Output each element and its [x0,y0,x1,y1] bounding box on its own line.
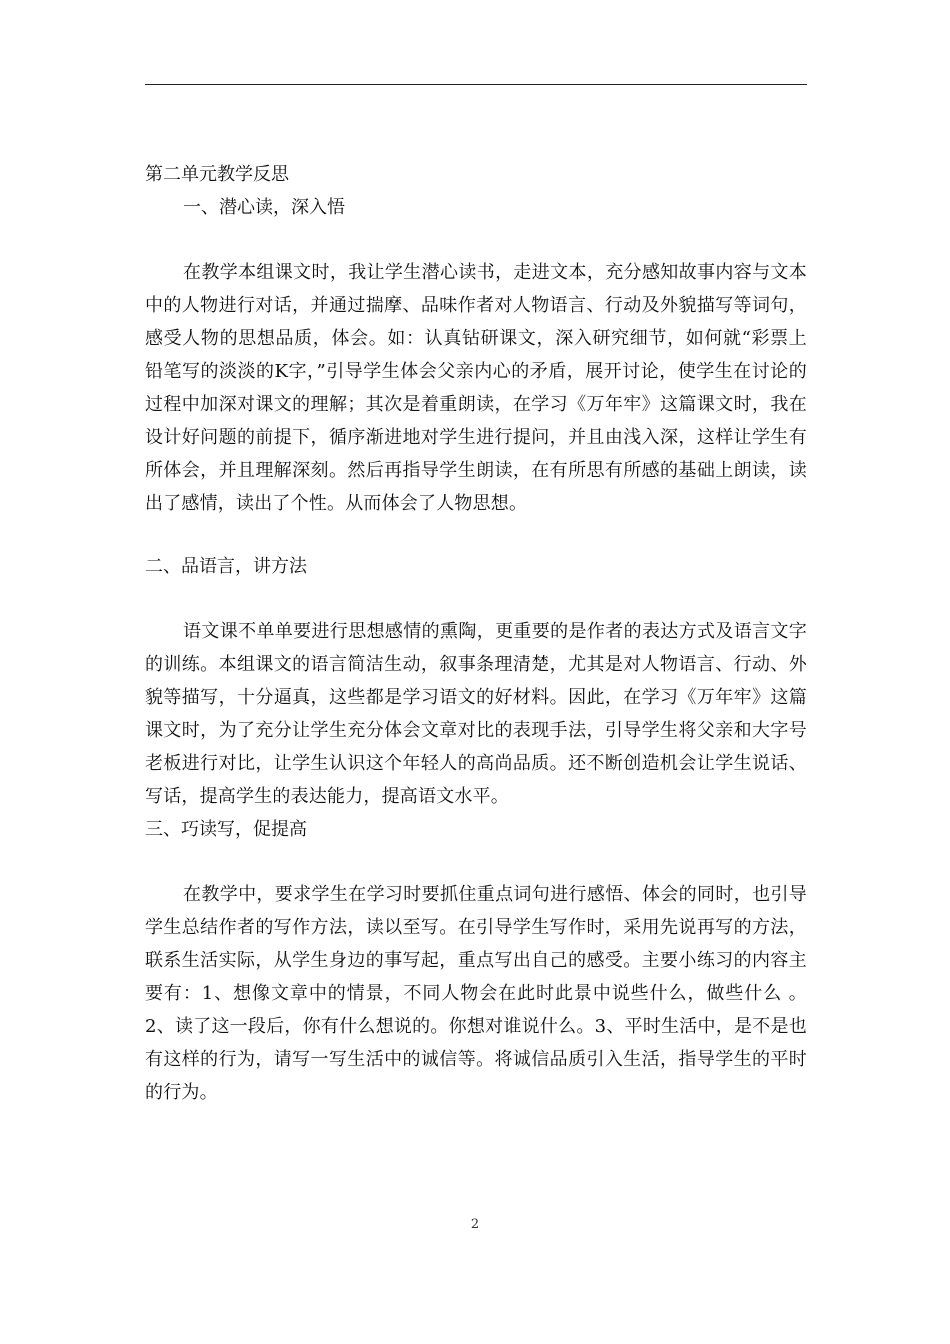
spacer [145,846,807,878]
spacer [145,224,807,256]
section-paragraph-3: 在教学中，要求学生在学习时要抓住重点词句进行感悟、体会的同时，也引导学生总结作者的写作方法，读以至写。在引导学生写作时，采用先说再写的方法，联系生活实际，从学生身边的事写起，重点写出自己的感受。主要小练习的内容主要有：1、想像文章中的情景，不同人物会在此时此景中说些什么，做些什么 。2、读了这一段后，你有什么想说的。你想对谁说什么。3、平时生活中，是不是也有这样的行为，请写一写生活中的诚信等。将诚信品质引入生活，指导学生的平时的行为。 [145,884,807,1103]
document-title: 第二单元教学反思 [145,164,289,185]
header-rule [145,84,807,85]
page-number: 2 [470,1217,480,1232]
section-paragraph-2: 语文课不单单要进行思想感情的熏陶，更重要的是作者的表达方式及语言文字的训练。本组课文的语言简洁生动，叙事条理清楚，尤其是对人物语言、行动、外貌等描写，十分逼真，这些都是学习语文的好材料。因此，在学习《万年牢》这篇课文时，为了充分让学生充分体会文章对比的表现手法，引导学生将父亲和大字号老板进行对比，让学生认识这个年轻人的高尚品质。还不断创造机会让学生说话、写话，提高学生的表达能力，提高语文水平。 [145,621,807,807]
section-heading-2: 二、品语言，讲方法 [145,556,307,577]
spacer [145,583,807,615]
spacer [145,520,807,550]
document-body [145,158,807,1109]
section-heading-3: 三、巧读写，促提高 [145,819,307,840]
section-paragraph-1: 在教学本组课文时，我让学生潜心读书，走进文本，充分感知故事内容与文本中的人物进行对话，并通过揣摩、品味作者对人物语言、行动及外貌描写等词句，感受人物的思想品质，体会。如：认真钻研课文，深入研究细节，如何就“彩票上铅笔写的淡淡的K字，”引导学生体会父亲内心的矛盾，展开讨论，使学生在讨论的过程中加深对课文的理解；其次是着重朗读，在学习《万年牢》这篇课文时，我在设计好问题的前提下，循序渐进地对学生进行提问，并且由浅入深，这样让学生有所体会，并且理解深刻。然后再指导学生朗读，在有所思有所感的基础上朗读，读出了感情，读出了个性。从而体会了人物思想。 [145,262,807,514]
section-heading-1: 一、潜心读，深入悟 [183,197,345,218]
